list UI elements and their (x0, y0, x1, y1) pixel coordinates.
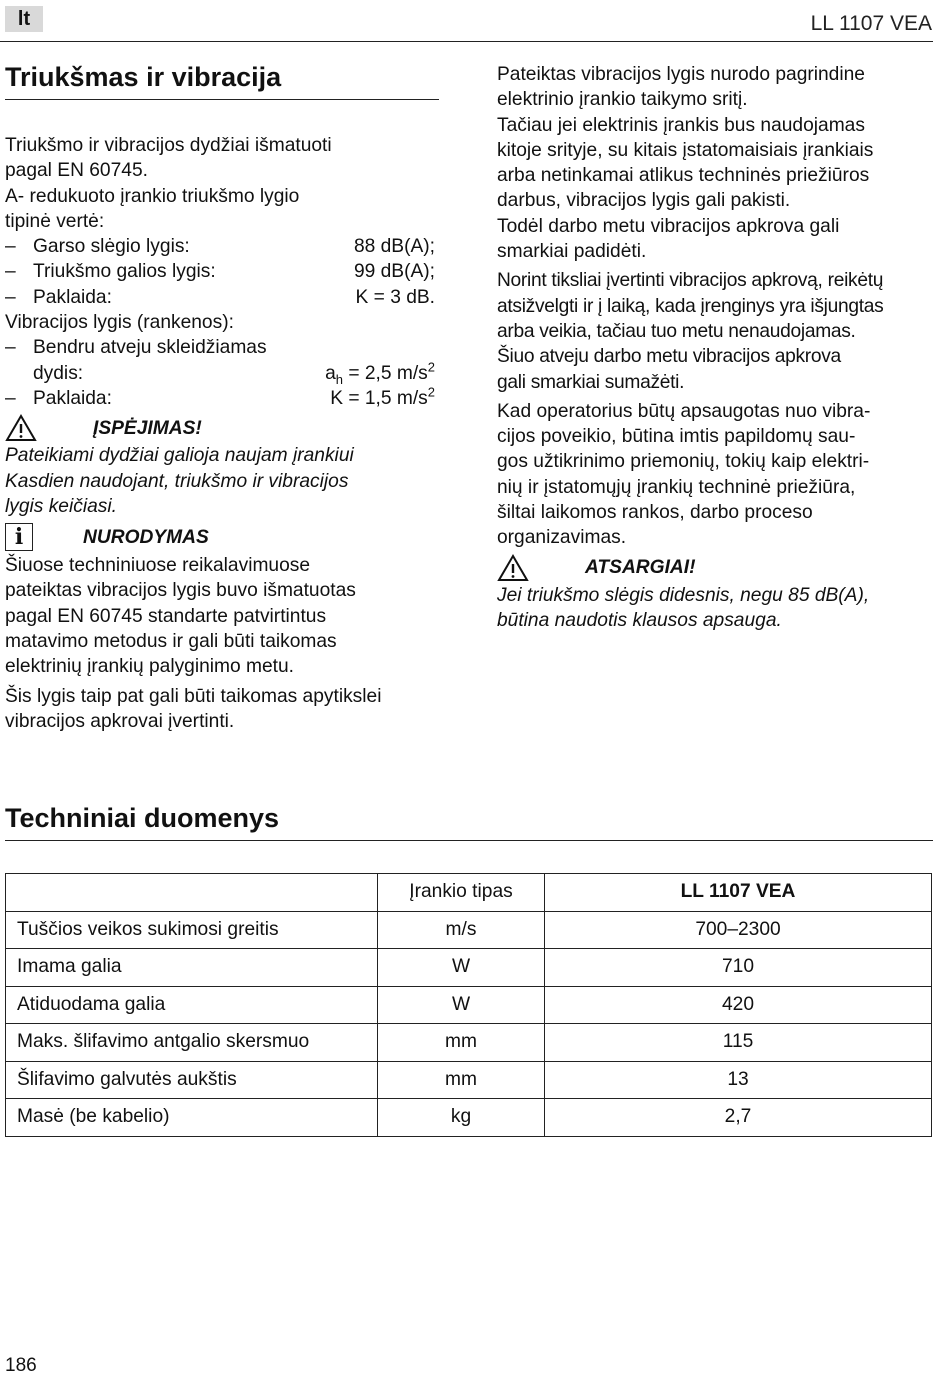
noise-section-title: Triukšmas ir vibracija (5, 62, 282, 92)
dash: – (5, 236, 16, 258)
caution-label: ATSARGIAI! (585, 556, 696, 578)
noise-row-tolerance (5, 285, 435, 310)
table-cell: Šlifavimo galvutės aukštis (6, 1061, 378, 1099)
vibration-column (497, 62, 937, 633)
vibration-value: K = 1,5 $m/s^2$ (330, 384, 435, 409)
table-cell: 420 (545, 986, 932, 1024)
dash: – (5, 261, 16, 283)
model-header: LL 1107 VEA (810, 12, 932, 35)
title-underline (5, 840, 933, 841)
noise-row-power (5, 259, 435, 284)
noise-row-label: Garso slėgio lygis: (33, 236, 190, 258)
table-row (6, 949, 932, 987)
noise-row-label: Triukšmo galios lygis: (33, 261, 216, 283)
language-tag: lt (5, 6, 43, 32)
table-cell (6, 874, 378, 912)
table-cell: 13 (545, 1061, 932, 1099)
info-icon: i (5, 523, 33, 551)
table-cell: Atiduodama galia (6, 986, 378, 1024)
page-number: 186 (5, 1355, 37, 1376)
intro-line: pagal EN 60745. (5, 160, 148, 182)
noise-row-value: 99 dB(A); (353, 261, 435, 283)
info-paragraph: Šiuose techniniuose reikalavimuose pateiktas vibracijos lygis buvo išmatuotas pagal EN 60745 standarte patvirtintus matavimo metodus ir gali būti taikomas elektrinių įrankių palyginimo metu. (5, 555, 356, 678)
vibration-value: $a_h = 2,5$ $m/s^2$ (325, 359, 435, 387)
dash: – (5, 387, 16, 409)
table-cell: W (378, 986, 545, 1024)
warning-text: lygis keičiasi. (5, 495, 117, 517)
table-cell: kg (378, 1099, 545, 1137)
paragraph: Norint tiksliai įvertinti vibracijos apkrovą, reikėtų atsižvelgti ir į laiką, kada įrenginys yra išjungtas arba veikia, tačiau tuo metu nenaudojamas. Šiuo atveju darbo metu vibracijos apkrova gali smarkiai sumažėti. (497, 270, 884, 393)
table-cell: mm (378, 1061, 545, 1099)
table-cell: 710 (545, 949, 932, 987)
table-cell: Įrankio tipas (378, 874, 545, 912)
vibration-label: dydis: (33, 362, 84, 384)
table-row (6, 911, 932, 949)
paragraph: Tačiau jei elektrinis įrankis bus naudojamas kitoje srityje, su kitais įstatomaisiais įrankiais arba netinkamai atlikus techninės priežiūros darbus, vibracijos lygis gali pakisti. (497, 114, 874, 212)
table-cell: 2,7 (545, 1099, 932, 1137)
table-cell: Masė (be kabelio) (6, 1099, 378, 1137)
warning-triangle-icon (497, 554, 529, 582)
table-row (6, 1024, 932, 1062)
vibration-title: Vibracijos lygis (rankenos): (5, 312, 234, 334)
title-underline (5, 99, 439, 100)
warning-heading (5, 413, 435, 443)
table-row (6, 1099, 932, 1137)
intro-line: Triukšmo ir vibracijos dydžiai išmatuoti (5, 135, 332, 156)
vibration-label: Paklaida: (33, 387, 112, 409)
table-cell: LL 1107 VEA (545, 874, 932, 912)
noise-row-value: 88 dB(A); (353, 236, 435, 258)
table-cell: Imama galia (6, 949, 378, 987)
noise-row-label: Paklaida: (33, 286, 112, 308)
table-header-row (6, 874, 932, 912)
aweighted-line: A- redukuoto įrankio triukšmo lygio (5, 185, 300, 207)
paragraph: Kad operatorius būtų apsaugotas nuo vibra- cijos poveikio, būtina imtis papildomų sau- gos užtikrinimo priemonių, tokių kaip elektri- nių ir įstatomųjų įrankių techninė priežiūra, šiltai laikomos rankos, darbo proceso organizavimas. (497, 400, 871, 549)
table-cell: Tuščios veikos sukimosi greitis (6, 911, 378, 949)
caution-heading (497, 553, 937, 583)
caution-text: Jei triukšmo slėgis didesnis, negu 85 dB(A), (497, 584, 870, 606)
paragraph: Pateiktas vibracijos lygis nurodo pagrindine elektrinio įrankio taikymo sritį. (497, 64, 865, 111)
table-cell: 700–2300 (545, 911, 932, 949)
vibration-row-tolerance (5, 386, 435, 411)
vibration-label: Bendru atveju skleidžiamas (33, 337, 267, 359)
table-cell: W (378, 949, 545, 987)
noise-row-pressure (5, 234, 435, 259)
vibration-row-emission (5, 335, 435, 386)
paragraph: Todėl darbo metu vibracijos apkrova gali smarkiai padidėti. (497, 215, 840, 263)
warning-text: Pateikiami dydžiai galioja naujam įrankiui (5, 445, 354, 467)
noise-column (5, 133, 435, 734)
info-heading (5, 521, 435, 553)
caution-text: būtina naudotis klausos apsauga. (497, 609, 782, 631)
warning-label: ĮSPĖJIMAS! (93, 417, 202, 439)
table-row (6, 986, 932, 1024)
header-rule (0, 41, 933, 42)
aweighted-line: tipinė vertė: (5, 210, 105, 232)
table-cell: Maks. šlifavimo antgalio skersmuo (6, 1024, 378, 1062)
dash: – (5, 286, 16, 308)
tech-section-title: Techniniai duomenys (5, 803, 280, 833)
table-cell: mm (378, 1024, 545, 1062)
dash: – (5, 337, 16, 359)
info-label: NURODYMAS (83, 526, 209, 548)
table-cell: m/s (378, 911, 545, 949)
table-row (6, 1061, 932, 1099)
noise-row-value: K = 3 dB. (355, 286, 435, 308)
tech-data-table (5, 873, 932, 1137)
info-paragraph: Šis lygis taip pat gali būti taikomas apytikslei vibracijos apkrovai įvertinti. (5, 685, 382, 732)
table-cell: 115 (545, 1024, 932, 1062)
warning-text: Kasdien naudojant, triukšmo ir vibracijos (5, 470, 349, 492)
warning-triangle-icon (5, 414, 37, 442)
